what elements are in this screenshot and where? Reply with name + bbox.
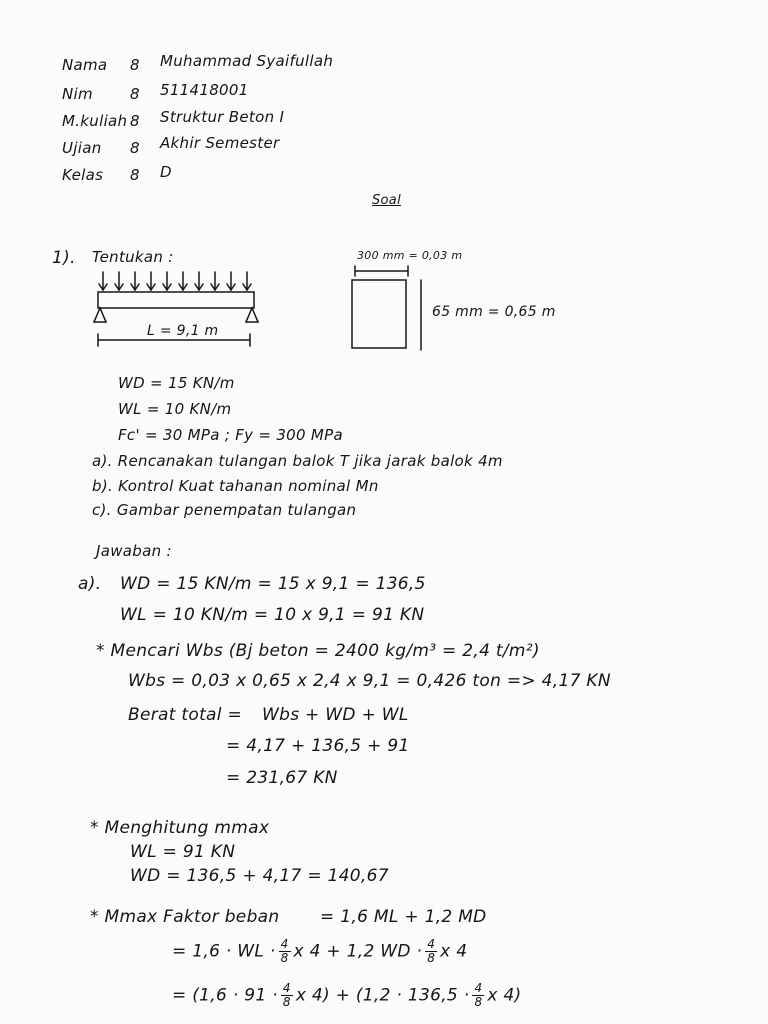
faktor-heading: * Mmax Faktor beban [90,907,280,927]
answer-part: a). [78,574,102,594]
label-ujian: Ujian [62,139,102,157]
separator: 8 [130,139,140,157]
faktor-line-3-b: x 4) + (1,2 · 136,5 · [295,985,470,1006]
label-kelas: Kelas [62,166,104,184]
fraction: $\frac{4}{8}$ [474,981,483,1009]
faktor-equation: = 1,6 ML + 1,2 MD [320,907,487,927]
value-mkuliah: Struktur Beton I [160,108,285,126]
faktor-line-3-a: = (1,6 · 91 · [172,985,278,1006]
label-nama: Nama [62,56,108,74]
berat-total-formula: Wbs + WD + WL [262,705,409,725]
faktor-line-2-b: x 4 + 1,2 WD · [293,941,423,962]
value-ujian: Akhir Semester [160,134,280,152]
value-kelas: D [160,163,172,181]
separator: 8 [130,85,140,103]
beam-length-label: L = 9,1 m [147,323,219,339]
separator: 8 [130,166,140,184]
separator: 8 [130,56,140,74]
distributed-load-arrows [99,272,251,290]
fraction: $\frac{4}{8}$ [427,937,436,965]
task-c: c). Gambar penempatan tulangan [92,501,357,519]
faktor-line-2-c: x 4 [440,941,468,962]
answer-wl: WL = 10 KN/m = 10 x 9,1 = 91 KN [120,605,425,625]
wbs-calc: Wbs = 0,03 x 0,65 x 2,4 x 9,1 = 0,426 ton => 4,17 KN [128,671,611,691]
faktor-line-3 [172,982,522,1009]
given-material: Fc' = 30 MPa ; Fy = 300 MPa [118,426,344,444]
beam [98,292,254,308]
berat-total-sum: = 4,17 + 136,5 + 91 [226,736,410,756]
fraction: $\frac{4}{8}$ [282,981,291,1009]
answer-title: Jawaban : [96,542,172,560]
mmax-heading: * Menghitung mmax [90,818,270,838]
right-support [246,308,258,322]
label-nim: Nim [62,85,93,103]
fraction: $\frac{4}{8}$ [280,937,289,965]
label-mkuliah: M.kuliah [62,112,128,130]
section-height-label: 65 mm = 0,65 m [432,304,556,320]
task-a: a). Rencanakan tulangan balok T jika jarak balok 4m [92,452,503,470]
berat-total-label: Berat total = [128,705,243,725]
value-nim: 511418001 [160,81,249,99]
left-support [94,308,106,322]
mmax-wl: WL = 91 KN [130,842,236,862]
beam-cross-section [352,280,406,348]
wbs-heading: * Mencari Wbs (Bj beton = 2400 kg/m³ = 2,4 t/m²) [96,641,540,661]
given-wl: WL = 10 KN/m [118,400,232,418]
problem-intro: Tentukan : [92,248,174,266]
given-wd: WD = 15 KN/m [118,374,235,392]
problem-number: 1). [52,248,76,268]
faktor-line-2 [172,938,467,965]
section-width-label: 300 mm = 0,03 m [357,249,463,262]
mmax-wd: WD = 136,5 + 4,17 = 140,67 [130,866,389,886]
faktor-line-2-a: = 1,6 · WL · [172,941,276,962]
value-nama: Muhammad Syaifullah [160,52,334,70]
soal-title: Soal [372,193,401,208]
task-b: b). Kontrol Kuat tahanan nominal Mn [92,477,379,495]
faktor-line-3-c: x 4) [487,985,522,1006]
answer-wd: WD = 15 KN/m = 15 x 9,1 = 136,5 [120,574,426,594]
berat-total-result: = 231,67 KN [226,768,338,788]
separator: 8 [130,112,140,130]
